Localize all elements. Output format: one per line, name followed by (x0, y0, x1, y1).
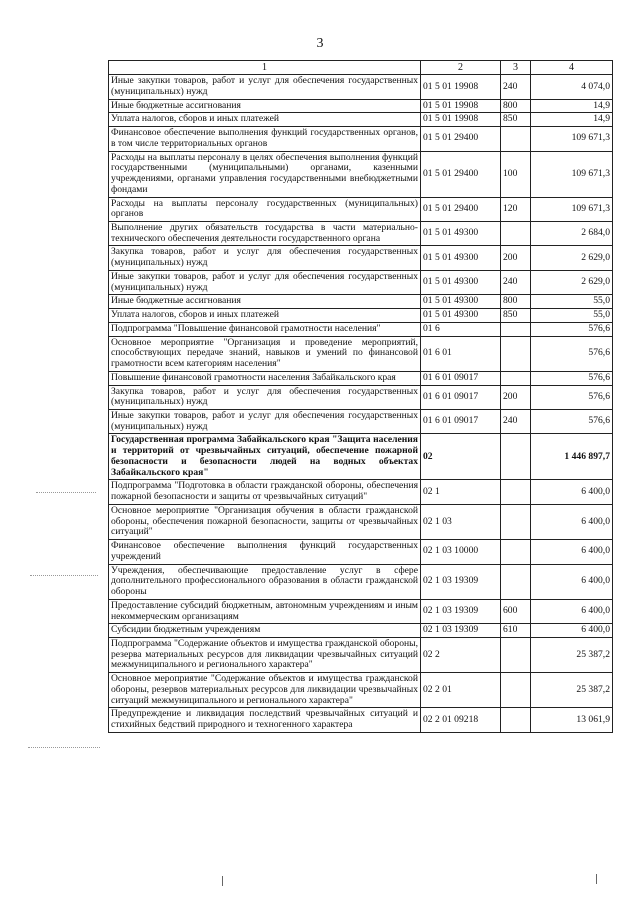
table-row (109, 637, 613, 672)
row-code-cell: 01 5 01 49300 (421, 222, 501, 246)
row-name-cell: Государственная программа Забайкальского края "Защита населения и территорий от чрезвычайных ситуаций, обеспечение пожарной безопасности и безопасности людей на водных объектах Забайкальского края" (109, 434, 421, 480)
row-code-cell: 01 5 01 29400 (421, 127, 501, 151)
row-code-cell: 02 1 03 19309 (421, 624, 501, 638)
row-expense-type-cell (501, 336, 531, 371)
budget-table (108, 60, 613, 733)
row-amount-cell: 25 387,2 (531, 637, 613, 672)
row-expense-type-cell: 240 (501, 75, 531, 99)
margin-mark (28, 747, 100, 748)
row-amount-cell: 109 671,3 (531, 197, 613, 221)
table-row (109, 222, 613, 246)
row-name-cell: Основное мероприятие "Содержание объектов и имущества гражданской обороны, резервов материальных ресурсов для ликвидации чрезвычайных ситуаций межмуниципального и регионального характера" (109, 673, 421, 708)
row-code-cell: 02 1 03 (421, 504, 501, 539)
scan-tick-mark (222, 876, 223, 886)
row-expense-type-cell: 200 (501, 246, 531, 270)
row-code-cell: 02 2 (421, 637, 501, 672)
row-expense-type-cell: 240 (501, 410, 531, 434)
row-code-cell: 01 6 01 09017 (421, 371, 501, 385)
row-amount-cell: 6 400,0 (531, 480, 613, 504)
row-name-cell: Закупка товаров, работ и услуг для обеспечения государственных (муниципальных) нужд (109, 385, 421, 409)
row-name-cell: Иные закупки товаров, работ и услуг для обеспечения государственных (муниципальных) нужд (109, 75, 421, 99)
table-header-row (109, 61, 613, 75)
row-name-cell: Иные закупки товаров, работ и услуг для обеспечения государственных (муниципальных) нужд (109, 410, 421, 434)
row-amount-cell: 109 671,3 (531, 151, 613, 197)
table-row (109, 113, 613, 127)
row-name-cell: Расходы на выплаты персоналу в целях обеспечения выполнения функций государственными (муниципальными) органами, казенными учреждениями, органами управления государственными внебюджетными фондами (109, 151, 421, 197)
row-name-cell: Субсидии бюджетным учреждениям (109, 624, 421, 638)
row-code-cell: 01 5 01 49300 (421, 295, 501, 309)
row-code-cell: 02 2 01 09218 (421, 708, 501, 732)
row-expense-type-cell (501, 127, 531, 151)
table-row (109, 410, 613, 434)
row-expense-type-cell: 850 (501, 309, 531, 323)
table-row (109, 336, 613, 371)
row-code-cell: 02 1 (421, 480, 501, 504)
table-row (109, 309, 613, 323)
table-row (109, 708, 613, 732)
row-name-cell: Иные бюджетные ассигнования (109, 99, 421, 113)
row-amount-cell: 6 400,0 (531, 599, 613, 623)
row-name-cell: Уплата налогов, сборов и иных платежей (109, 113, 421, 127)
table-row (109, 599, 613, 623)
row-amount-cell: 2 629,0 (531, 246, 613, 270)
row-amount-cell: 25 387,2 (531, 673, 613, 708)
row-expense-type-cell (501, 322, 531, 336)
header-col-4: 4 (531, 61, 613, 75)
header-col-3: 3 (501, 61, 531, 75)
row-code-cell: 01 5 01 19908 (421, 75, 501, 99)
row-name-cell: Повышение финансовой грамотности населения Забайкальского края (109, 371, 421, 385)
row-amount-cell: 576,6 (531, 371, 613, 385)
row-expense-type-cell (501, 371, 531, 385)
row-amount-cell: 14,9 (531, 99, 613, 113)
row-expense-type-cell (501, 480, 531, 504)
row-name-cell: Выполнение других обязательств государства в части материально-технического обеспечения деятельности государственного органа (109, 222, 421, 246)
row-code-cell: 01 5 01 19908 (421, 99, 501, 113)
row-code-cell: 01 6 (421, 322, 501, 336)
row-amount-cell: 6 400,0 (531, 624, 613, 638)
row-name-cell: Подпрограмма "Содержание объектов и имущества гражданской обороны, резерва материальных ресурсов для ликвидации чрезвычайных ситуаций межмуниципального и регионального характера" (109, 637, 421, 672)
row-expense-type-cell: 200 (501, 385, 531, 409)
row-amount-cell: 4 074,0 (531, 75, 613, 99)
row-expense-type-cell: 800 (501, 99, 531, 113)
row-code-cell: 02 1 03 19309 (421, 599, 501, 623)
table-row (109, 246, 613, 270)
row-name-cell: Закупка товаров, работ и услуг для обеспечения государственных (муниципальных) нужд (109, 246, 421, 270)
row-amount-cell: 1 446 897,7 (531, 434, 613, 480)
table-row (109, 540, 613, 564)
table-row (109, 75, 613, 99)
header-col-2: 2 (421, 61, 501, 75)
table-row (109, 385, 613, 409)
margin-mark (36, 492, 96, 493)
row-amount-cell: 576,6 (531, 385, 613, 409)
row-name-cell: Предоставление субсидий бюджетным, автономным учреждениям и иным некоммерческим организациям (109, 599, 421, 623)
row-name-cell: Подпрограмма "Подготовка в области гражданской обороны, обеспечения пожарной безопасности и защиты от чрезвычайных ситуаций" (109, 480, 421, 504)
row-amount-cell: 55,0 (531, 295, 613, 309)
row-expense-type-cell: 600 (501, 599, 531, 623)
row-expense-type-cell: 850 (501, 113, 531, 127)
header-col-1: 1 (109, 61, 421, 75)
table-row (109, 673, 613, 708)
row-expense-type-cell (501, 637, 531, 672)
row-expense-type-cell (501, 434, 531, 480)
row-expense-type-cell (501, 222, 531, 246)
row-code-cell: 01 5 01 19908 (421, 113, 501, 127)
row-name-cell: Предупреждение и ликвидация последствий чрезвычайных ситуаций и стихийных бедствий природного и техногенного характера (109, 708, 421, 732)
row-expense-type-cell: 100 (501, 151, 531, 197)
row-expense-type-cell: 800 (501, 295, 531, 309)
row-code-cell: 01 5 01 29400 (421, 197, 501, 221)
row-name-cell: Иные закупки товаров, работ и услуг для обеспечения государственных (муниципальных) нужд (109, 270, 421, 294)
row-amount-cell: 6 400,0 (531, 540, 613, 564)
row-expense-type-cell (501, 673, 531, 708)
table-row (109, 127, 613, 151)
table-row (109, 270, 613, 294)
row-code-cell: 02 2 01 (421, 673, 501, 708)
row-code-cell: 01 5 01 49300 (421, 270, 501, 294)
row-code-cell: 01 5 01 29400 (421, 151, 501, 197)
row-amount-cell: 576,6 (531, 322, 613, 336)
row-expense-type-cell: 610 (501, 624, 531, 638)
row-amount-cell: 6 400,0 (531, 564, 613, 599)
row-code-cell: 01 6 01 (421, 336, 501, 371)
row-expense-type-cell (501, 504, 531, 539)
row-code-cell: 01 5 01 49300 (421, 309, 501, 323)
row-name-cell: Финансовое обеспечение выполнения функций государственных учреждений (109, 540, 421, 564)
table-row (109, 371, 613, 385)
row-code-cell: 02 1 03 19309 (421, 564, 501, 599)
table-row (109, 322, 613, 336)
row-expense-type-cell (501, 540, 531, 564)
scan-tick-mark (596, 874, 597, 884)
row-name-cell: Основное мероприятие "Организация и проведение мероприятий, способствующих передаче знаний, навыков и умений по финансовой грамотности всем категориям населения" (109, 336, 421, 371)
page-number: 3 (316, 36, 324, 51)
row-amount-cell: 2 684,0 (531, 222, 613, 246)
row-expense-type-cell: 120 (501, 197, 531, 221)
row-name-cell: Уплата налогов, сборов и иных платежей (109, 309, 421, 323)
row-code-cell: 01 6 01 09017 (421, 410, 501, 434)
row-name-cell: Учреждения, обеспечивающие предоставление услуг в сфере дополнительного профессионального образования в области гражданской обороны (109, 564, 421, 599)
row-amount-cell: 13 061,9 (531, 708, 613, 732)
row-name-cell: Финансовое обеспечение выполнения функций государственных органов, в том числе территориальных органов (109, 127, 421, 151)
row-expense-type-cell (501, 564, 531, 599)
table-row (109, 624, 613, 638)
table-row (109, 564, 613, 599)
row-amount-cell: 55,0 (531, 309, 613, 323)
row-amount-cell: 2 629,0 (531, 270, 613, 294)
table-row (109, 151, 613, 197)
row-amount-cell: 14,9 (531, 113, 613, 127)
row-code-cell: 01 6 01 09017 (421, 385, 501, 409)
row-code-cell: 02 1 03 10000 (421, 540, 501, 564)
table-row (109, 480, 613, 504)
row-code-cell: 01 5 01 49300 (421, 246, 501, 270)
table-row (109, 504, 613, 539)
row-name-cell: Иные бюджетные ассигнования (109, 295, 421, 309)
table-row (109, 295, 613, 309)
table-row (109, 99, 613, 113)
row-code-cell: 02 (421, 434, 501, 480)
row-amount-cell: 576,6 (531, 410, 613, 434)
row-expense-type-cell (501, 708, 531, 732)
margin-mark (30, 575, 98, 576)
row-amount-cell: 576,6 (531, 336, 613, 371)
row-name-cell: Расходы на выплаты персоналу государственных (муниципальных) органов (109, 197, 421, 221)
row-name-cell: Основное мероприятие "Организация обучения в области гражданской обороны, обеспечения пожарной безопасности, защиты от чрезвычайных ситуаций" (109, 504, 421, 539)
row-amount-cell: 109 671,3 (531, 127, 613, 151)
row-name-cell: Подпрограмма "Повышение финансовой грамотности населения" (109, 322, 421, 336)
row-amount-cell: 6 400,0 (531, 504, 613, 539)
table-body (109, 75, 613, 733)
table-row (109, 434, 613, 480)
row-expense-type-cell: 240 (501, 270, 531, 294)
table-row (109, 197, 613, 221)
